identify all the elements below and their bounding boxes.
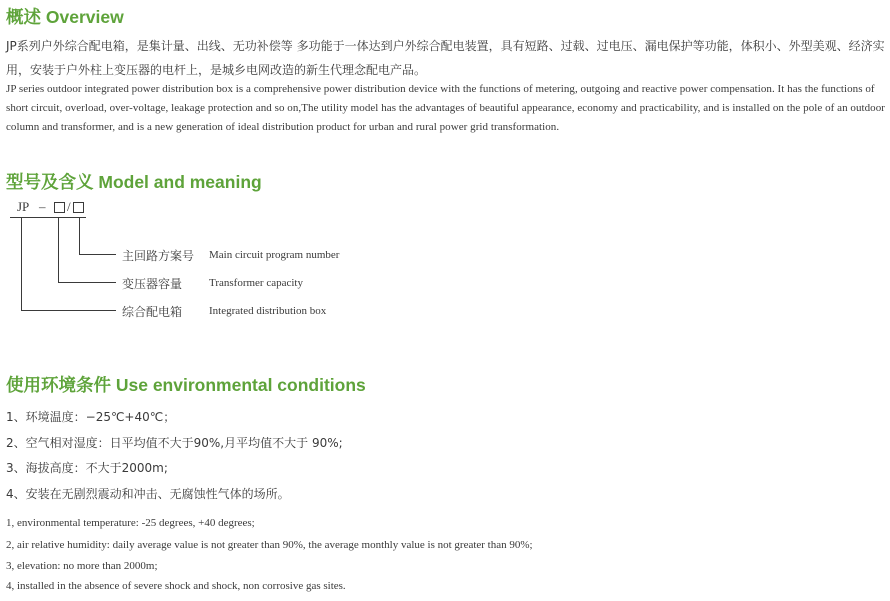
legend-box-zh: 综合配电箱 (122, 305, 183, 319)
overview-chinese-text: JP系列户外综合配电箱，是集计量、出线、无功补偿等 多功能于一体达到户外综合配电装置，具有短路、过载、过电压、漏电保护等功能，体积小、外型美观、经济实用，安装于户外柱上变压器的电杆上，是城乡电网改造的新生代理念配电产品。 (6, 39, 885, 77)
model-heading: 型号及含义 Model and meaning (6, 172, 262, 192)
program-connector-vertical (79, 217, 80, 255)
model-code-dash: – (39, 199, 46, 214)
legend-capacity-en: Transformer capacity (209, 277, 303, 289)
condition-en-item: 3, elevation: no more than 2000m; (6, 560, 158, 572)
legend-program-zh: 主回路方案号 (122, 249, 195, 263)
program-placeholder-box (73, 202, 84, 213)
model-code-prefix: JP (17, 199, 30, 214)
overview-heading: 概述 Overview (6, 7, 124, 27)
capacity-connector-vertical (58, 217, 59, 283)
legend-capacity-zh: 变压器容量 (122, 277, 183, 291)
condition-en-item: 4, installed in the absence of severe shock and shock, non corrosive gas sites. (6, 580, 346, 592)
model-code-diagram (0, 196, 400, 326)
condition-en-item: 1, environmental temperature: -25 degrees, +40 degrees; (6, 517, 255, 529)
legend-program-en: Main circuit program number (209, 249, 340, 261)
condition-zh-item: 1、环境温度：−25℃+40℃； (6, 410, 176, 424)
overview-english-text: JP series outdoor integrated power distribution box is a comprehensive power distribution device with the functions of metering, outgoing and reactive power compensation. It has the functions of short circuit, overload, over-voltage, leakage protection and so on,The utility model has the advantages of beautiful appearance, economy and practicability, and is installed on the pole of an outdoor column and transformer, and is a new generation of ideal distribution product for urban and rural power grid transformation. (6, 83, 885, 133)
box-connector-horizontal (21, 310, 116, 311)
condition-zh-item: 3、海拔高度：不大于2000m; (6, 461, 168, 475)
program-connector-horizontal (79, 254, 116, 255)
capacity-connector-horizontal (58, 282, 116, 283)
condition-zh-item: 2、空气相对湿度：日平均值不大于90%,月平均值不大于 90%; (6, 436, 343, 450)
condition-en-item: 2, air relative humidity: daily average value is not greater than 90%, the average monthly value is not greater than 90%; (6, 539, 533, 551)
model-code-slash: / (67, 199, 71, 214)
condition-zh-item: 4、安装在无剧烈震动和冲击、无腐蚀性气体的场所。 (6, 487, 290, 501)
box-connector-vertical (21, 217, 22, 311)
legend-box-en: Integrated distribution box (209, 305, 327, 317)
conditions-heading: 使用环境条件 Use environmental conditions (6, 375, 366, 395)
capacity-placeholder-box (54, 202, 65, 213)
